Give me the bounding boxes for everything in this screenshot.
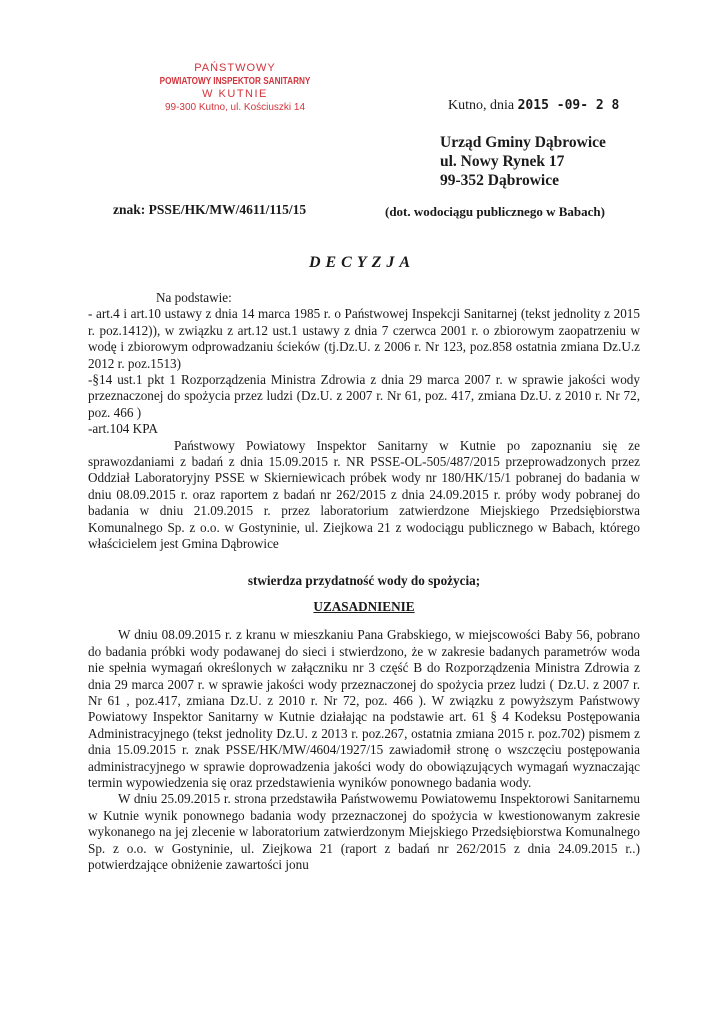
recipient-line-1: Urząd Gminy Dąbrowice bbox=[440, 134, 606, 151]
basis-item-1: - art.4 i art.10 ustawy z dnia 14 marca 1985 r. o Państwowej Inspekcji Sanitarnej (tekst jednolity z 2015 r. poz.1412)), w związku z art.12 ust.1 ustawy z dnia 7 czerwca 2001 r. o zbiorowym zaopatrzeniu w wodę i zbiorowym odprowadzaniu ścieków (tj.Dz.U. z 2006 r. Nr 123, poz.858 ostatnia zmiana Dz.U.z 2012 r. poz.1513) bbox=[88, 306, 640, 371]
basis-intro: Na podstawie: bbox=[156, 290, 232, 305]
stamp-line-2: POWIATOWY INSPEKTOR SANITARNY bbox=[159, 75, 311, 87]
recipient-address bbox=[440, 133, 606, 190]
reference-number: znak: PSSE/HK/MW/4611/115/15 bbox=[113, 202, 307, 217]
document-date bbox=[448, 98, 619, 114]
date-value: 2015 -09- 2 8 bbox=[517, 98, 620, 113]
recipient-line-3: 99-352 Dąbrowice bbox=[440, 172, 559, 189]
document-body bbox=[88, 290, 640, 873]
official-stamp bbox=[135, 62, 335, 114]
justification-paragraph-2: W dniu 25.09.2015 r. strona przedstawiła Państwowemu Powiatowemu Inspektorowi Sanitarnemu w Kutnie wynik ponownego badania wody przeznaczonej do spożycia w kwestionowanym zakresie wykonanego na jej zlecenie w laboratorium zatwierdzonym Miejskiego Przedsiębiorstwa Komunalnego Sp. z o.o. w Gostyninie, ul. Ziejkowa 21 (raport z badań nr 262/2015 z dnia 24.09.2015 r..) potwierdzające obniżenie zawartości jonu bbox=[88, 791, 640, 872]
justification-paragraph-1: W dniu 08.09.2015 r. z kranu w mieszkaniu Pana Grabskiego, w miejscowości Baby 56, pobrano do badania próbki wody podawanej do sieci i stwierdzono, że w zakresie badanych parametrów woda nie spełnia wymagań określonych w załączniku nr 3 część B do Rozporządzenia Ministra Zdrowia z dnia 29 marca 2007 r. w sprawie jakości wody przeznaczonej do spożycia przez ludzi ( Dz.U. z 2007 r. Nr 61 , poz.417, zmiana Dz.U. z 2010 r. Nr 72, poz. 466 ). W związku z powyższym Państwowy Powiatowy Inspektor Sanitarny w Kutnie działając na podstawie art. 61 § 4 Kodeksu Postępowania Administracyjnego (tekst jednolity Dz.U. z 2013 r. poz.267, ostatnia zmiana 2015 r. poz.702) pismem z dnia 15.09.2015 r. znak PSSE/HK/MW/4604/1927/15 zawiadomił stronę o wszczęciu postępowania administracyjnego w sprawie doprowadzenia jakości wody do obowiązujących wymagań wyznaczając termin wypowiedzenia się oraz przedstawienia wyników ponownego badania wody. bbox=[88, 627, 640, 790]
stamp-line-4: 99-300 Kutno, ul. Kościuszki 14 bbox=[164, 102, 306, 113]
decision-paragraph: Państwowy Powiatowy Inspektor Sanitarny w Kutnie po zapoznaniu się ze sprawozdaniami z badań z dnia 15.09.2015 r. NR PSSE-OL-505/487/2015 przeprowadzonych przez Oddział Laboratoryjny PSSE w Skierniewicach próbek wody nr 180/HK/15/1 pobranej do badania w dniu 08.09.2015 r. oraz raportem z badań nr 262/2015 z dnia 24.09.2015 r. próby wody pobranej do badania w dniu 21.09.2015 r. przez laboratorium zatwierdzone Miejskiego Przedsiębiorstwa Komunalnego Sp. z o.o. w Gostyninie, ul. Ziejkowa 21 z wodociągu publicznego w Babach, którego właścicielem jest Gmina Dąbrowice bbox=[88, 437, 640, 552]
subject-line: (dot. wodociągu publicznego w Babach) bbox=[385, 204, 605, 219]
stamp-line-1: PAŃSTWOWY bbox=[194, 62, 276, 74]
stamp-line-3: W KUTNIE bbox=[202, 88, 268, 100]
finding: stwierdza przydatność wody do spożycia; bbox=[247, 572, 481, 588]
justification-heading: UZASADNIENIE bbox=[313, 598, 415, 614]
date-prefix: Kutno, dnia bbox=[448, 98, 515, 113]
basis-item-3: -art.104 KPA bbox=[88, 421, 158, 437]
document-title: DECYZJA bbox=[308, 254, 416, 271]
recipient-line-2: ul. Nowy Rynek 17 bbox=[440, 153, 565, 170]
basis-item-2: -§14 ust.1 pkt 1 Rozporządzenia Ministra Zdrowia z dnia 29 marca 2007 r. w sprawie jakości wody przeznaczonej do spożycia przez ludzi (Dz.U. z 2007 r. Nr 61, poz. 417, zmiana Dz.U. z 2010 r. Nr 72, poz. 466 ) bbox=[88, 372, 640, 420]
